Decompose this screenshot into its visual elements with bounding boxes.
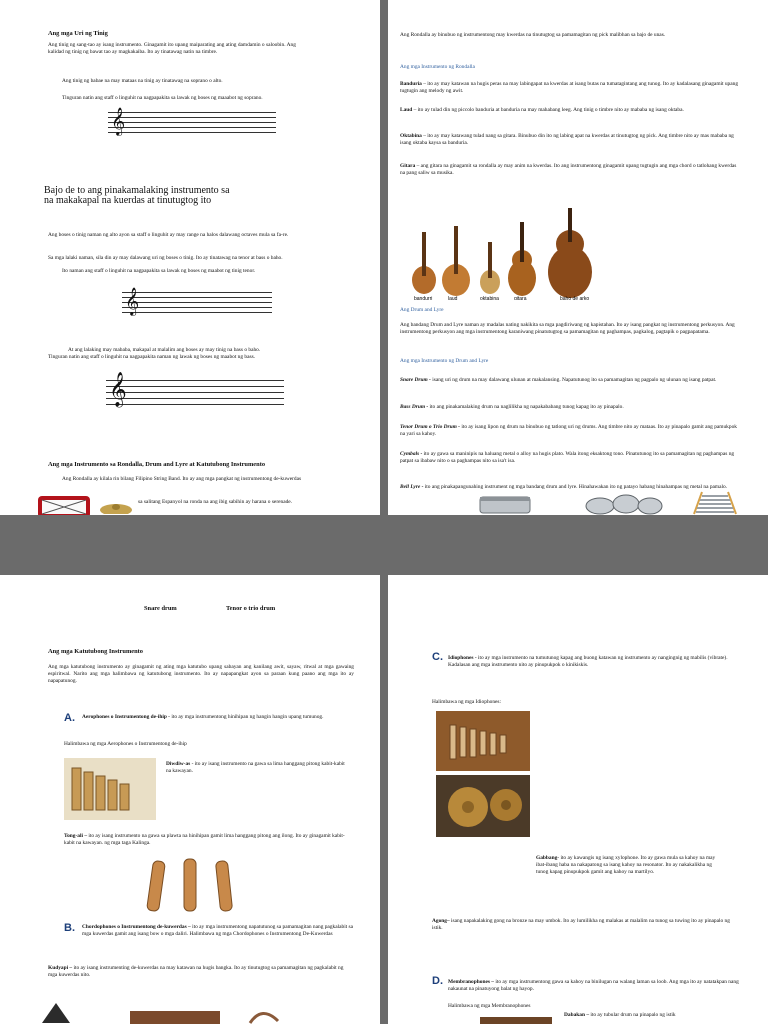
membranophones-examples-label: Halimbawa ng mga Membranophones [448, 1003, 531, 1009]
staff2-caption: Ito naman ang staff o linguhit na nagpapakita sa lawak ng boses ng maabot ng tinig tenor. [62, 268, 256, 274]
paragraph-katutubong: Ang mga katutubong instrumento ay ginagamit ng ating mga katutubo upang sabayan ang kanilang awit, sayaw, ritwal at mga gawaing espiritwal. Narito ang mga halimbawa ng katutubong instrumento. Ito ay napapangkat ayon sa paraan kung paano ang mga ito ay napapatunog. [48, 664, 354, 684]
paragraph-tenor: Sa mga lalaki naman, sila din ay may dalawang uri ng boses o tinig. Ito ay tinatawag na tenor at bass o baho. [48, 255, 283, 261]
music-staff-tenor [122, 288, 272, 314]
agong-image [436, 775, 530, 837]
membranophones-description: Membranophones – ito ay mga instrumentong gawa sa kahoy na binilugan na walang laman sa loob. Ang mga ito ay natatakpan nang nakaunat na pinatuyong balat ng hayop. [448, 979, 739, 992]
caption-tenor-drum: Tenor o trio drum [226, 605, 276, 612]
treble-clef-icon: 𝄞 [109, 372, 127, 407]
drum-instrument-item: Cymbals - ito ay gawa sa maninipis na haluang metal o alloy na hugis plato. Wala itong eksaktong tono. Pinatutunog ito sa pamamagitan ng paghampas ng patpat sa ibabaw nito o sa paghampas nito sa isa't isa. [400, 451, 735, 464]
dabakan-image [480, 1017, 552, 1024]
document-page-3 [0, 575, 380, 1024]
bajo-title-line1: Bajo de to ang pinakamalaking instrumento sa [44, 185, 230, 196]
treble-clef-icon: 𝄞 [111, 107, 126, 135]
treble-clef-icon: 𝄞 [125, 287, 140, 315]
kudyapi-description: Kudyapi – ito ay isang instrumenting de-kuwerdas na may katawan na hugis bangka. Ito ay tinutugtog sa pamamagitan ng pagkalabit ng mga kuwerdas nito. [48, 965, 344, 978]
gabbang-description: Gabbang- ito ay kawangis ng isang xylophone. Ito ay gawa mula sa kahoy na may ibat-ibang haba na nakapatong sa isang kahoy na resonator. Ito ay nakakalikha ng tunog kapag pinupukpok gamit ang kahoy na martilyo. [536, 855, 716, 875]
photo-label-laud: laud [448, 296, 458, 300]
idiophones-examples-label: Halimbawa ng mga Idiophones: [432, 699, 502, 705]
document-page-4 [388, 575, 768, 1024]
photo-label-oktabina: oktabina [480, 296, 499, 300]
photo-label-gitara: gitara [514, 296, 527, 300]
paragraph-alto: Ang boses o tinig naman ng alto ayon sa staff o linguhit ay may range na halos dalawang octaves mula sa fa-re. [48, 232, 289, 238]
section-letter-a: A. [64, 712, 75, 724]
drum-instrument-item: Tenor Drum o Trio Drum - ito ay isang lipon ng drum na binubuo ng tatlong uri ng drums. Ang timbre nito ay mataas. Ito ay pinapalo gamit ang pamukpok na yari sa kahoy. [400, 424, 737, 437]
drum-instrument-item: Bell Lyre - ito ang pinakapangunahing instrument ng mga bandang drum and lyre. Hinahawakan ito ng patayo habang hinahampas ng metal na pamalo. [400, 484, 728, 490]
section-letter-c: C. [432, 651, 443, 663]
dabakan-description: Dabakan – ito ay tubular drum na pinapalo ng istik [564, 1012, 676, 1018]
drum-instrument-item: Bass Drum - ito ang pinakamalaking drum na naglilikha ng napakababang tunog kapag ito ay pinapalo. [400, 404, 624, 410]
heading-uri-ng-tinig: Ang mga Uri ng Tinig [48, 30, 108, 37]
paragraph-drum-and-lyre: Ang bandang Drum and Lyre naman ay madalas nating nakikita sa mga pagdiriwang ng kapistahan. Ito ay isang pangkat ng instrumentong perkusyon. Ang instrumentong perkusyon ang mga instrumentong karaniwang pinatutugtog sa pamamagitan ng paghampas, pagkalog, pagtapik o pagpapatama. [400, 322, 735, 335]
bass-drum-image [36, 494, 92, 515]
aerophones-description: Aerophones o Instrumentong de-ihip - ito ay mga instrumentong hinihipan ng hangin hangin upang tumunog. [82, 714, 324, 720]
staff1-caption: Tinguran natin ang staff o linguhit na nagpapakita sa lawak ng boses ng maaabot ng soprano. [62, 95, 263, 101]
paragraph-timbre-a: Ang tinig ng sang-tao ay isang instrumento. Ginagamit ito upang maiparating ang ating damdamin o saloobin. Ang [48, 42, 296, 48]
idiophones-description: Idiophones - ito ay mga instrumento na tumutunog kapag ang buong katawan ng instrumento ay nangingnig ng mabilis (vibrate). Kadalasan ang mga instrumento nito ay pinupukpok o kinikiskis. [448, 655, 728, 668]
rondalla-intro: Ang Rondalla ay binubuo ng instrumentong may kwerdas na tinutugtog sa pamamagitan ng pick malibhan sa bajo de unas. [400, 32, 666, 38]
paragraph-bass: At ang lalaking may mababa, makapal at malalim ang boses ay may tinig na bass o baho. [68, 347, 261, 353]
bajo-title-line2: na makakapal na kuerdas at tinutugtog ito [44, 195, 212, 206]
agong-description: Agong– isang napakalaking gong na bronze na may umbok. Ito ay lumilikha ng malakas at malalim na tunog sa tuwing ito ay pinapalo ng istik. [432, 918, 730, 931]
document-page-2 [388, 0, 768, 515]
rondalla-instrument-item: Oktabina – ito ay may katawang tulad nang sa gitara. Binubuo din ito ng labing apat na kwerdas at tinutugtog ng pick. Ang timbre nito ay mas mababa ng isang oktaba kaysa sa banduria. [400, 133, 734, 146]
diwdiwas-image [64, 758, 156, 820]
tongali-description: Tong-ali – ito ay isang instrumento na gawa sa plawta na hinihipan gamit lima hanggang pitong ang ilong. Ito ay ginagamit kabit-kabit na kawayan. ng mga taga Kalinga. [64, 833, 345, 846]
kudyapi-image [40, 995, 320, 1024]
snare-drum-image [476, 494, 534, 515]
heading-instrumento-drum-lyre: Ang mga Instrumento ng Drum and Lyre [400, 358, 489, 364]
paragraph-timbre-b: kalidad ng tinig ng bawat tao ay magkakaiba. Ito ay tinatawag natin na timbre. [48, 49, 218, 55]
rondalla-instruments-photo [410, 208, 610, 300]
photo-label-baho-de-arko: baho de arko [560, 296, 590, 300]
heading-rondalla-drum-lyre: Ang mga Instrumento sa Rondalla, Drum and Lyre at Katutubong Instrumento [48, 461, 266, 468]
document-page-1 [0, 0, 380, 515]
tongali-image [132, 857, 252, 915]
section-letter-d: D. [432, 975, 443, 987]
heading-instrumento-rondalla: Ang mga Instrumento ng Rondalla [400, 64, 475, 70]
cymbals-image [98, 492, 134, 514]
tenor-drum-image [584, 492, 664, 515]
drum-instrument-item: Snare Drum - isang uri ng drum na may dalawang ulunan at makalansing. Napatutunog ito sa pamamagitan ng pagpalo ng ulunan ng isang patpat. [400, 377, 717, 383]
paragraph-soprano: Ang tinig ng babae na may mataas na tinig ay tinatawag na soprano o alto. [62, 78, 223, 84]
rondalla-instrument-item: Laud – ito ay tulad din ng piccolo banduria at banduria na may mahabang leeg. Ang tinig o timbre nito ay mababa ng isang oktaba. [400, 107, 684, 113]
staff3-caption: Tinguran natin ang staff o linguhit na nagpapakita naman ng lawak ng boses ng maabot ng bass. [48, 354, 256, 360]
aerophones-examples-label: Halimbawa ng mga Aerophones o Instrumentong de-ihip [64, 741, 187, 747]
gabbang-image [436, 711, 530, 771]
heading-drum-and-lyre: Ang Drum and Lyre [400, 307, 444, 313]
music-staff-bass [106, 372, 284, 408]
heading-katutubong-instrumento: Ang mga Katutubong Instrumento [48, 648, 143, 655]
rondalla-instrument-item: Banduria – ito ay may katawan na hugis peras na may labingapat na kwerdas at isang butas na tumatagintang ang tunog. Ito ay kadalasang ginagamit upang tugtugin ang melody ng awit. [400, 81, 739, 94]
bell-lyre-image [688, 490, 742, 515]
chordophones-description: Chordophones o Instrumentong de-kuwerdas – ito ay mga instrumentong napatutunog sa pamamagitan nang pagkalabit sa mga kuwerdas gamit ang isang bow o mga daliri. Halimbawa ng mga Chordophones o Instrumentong De-Kuwerdas [82, 924, 354, 937]
paragraph-rondalla-2: sa salitang Espanyol na ronda na ang ibig sabihin ay harana o serenade. [138, 499, 293, 505]
music-staff-soprano [108, 108, 276, 134]
rondalla-instrument-item: Gitara – ang gitara na ginagamit sa rondalla ay may anim na kwerdas. Ito ang instrumentong ginagamit upang tugtugin ang mga chord o tatlohang kwerdas na pang saliw sa musika. [400, 163, 737, 176]
caption-snare-drum: Snare drum [144, 605, 177, 612]
photo-label-bandurri: bandurri [414, 296, 433, 300]
paragraph-rondalla: Ang Rondalla ay kilala rin bilang Filipino String Band. Ito ay ang mga pangkat ng instrumentong de-kuwerdas [62, 476, 302, 482]
section-letter-b: B. [64, 922, 75, 934]
diwdiwas-description: Diwdiw-as - ito ay isang instrumento na gawa sa lima hanggang pitong kabit-kabit na kawayan. [166, 761, 345, 774]
